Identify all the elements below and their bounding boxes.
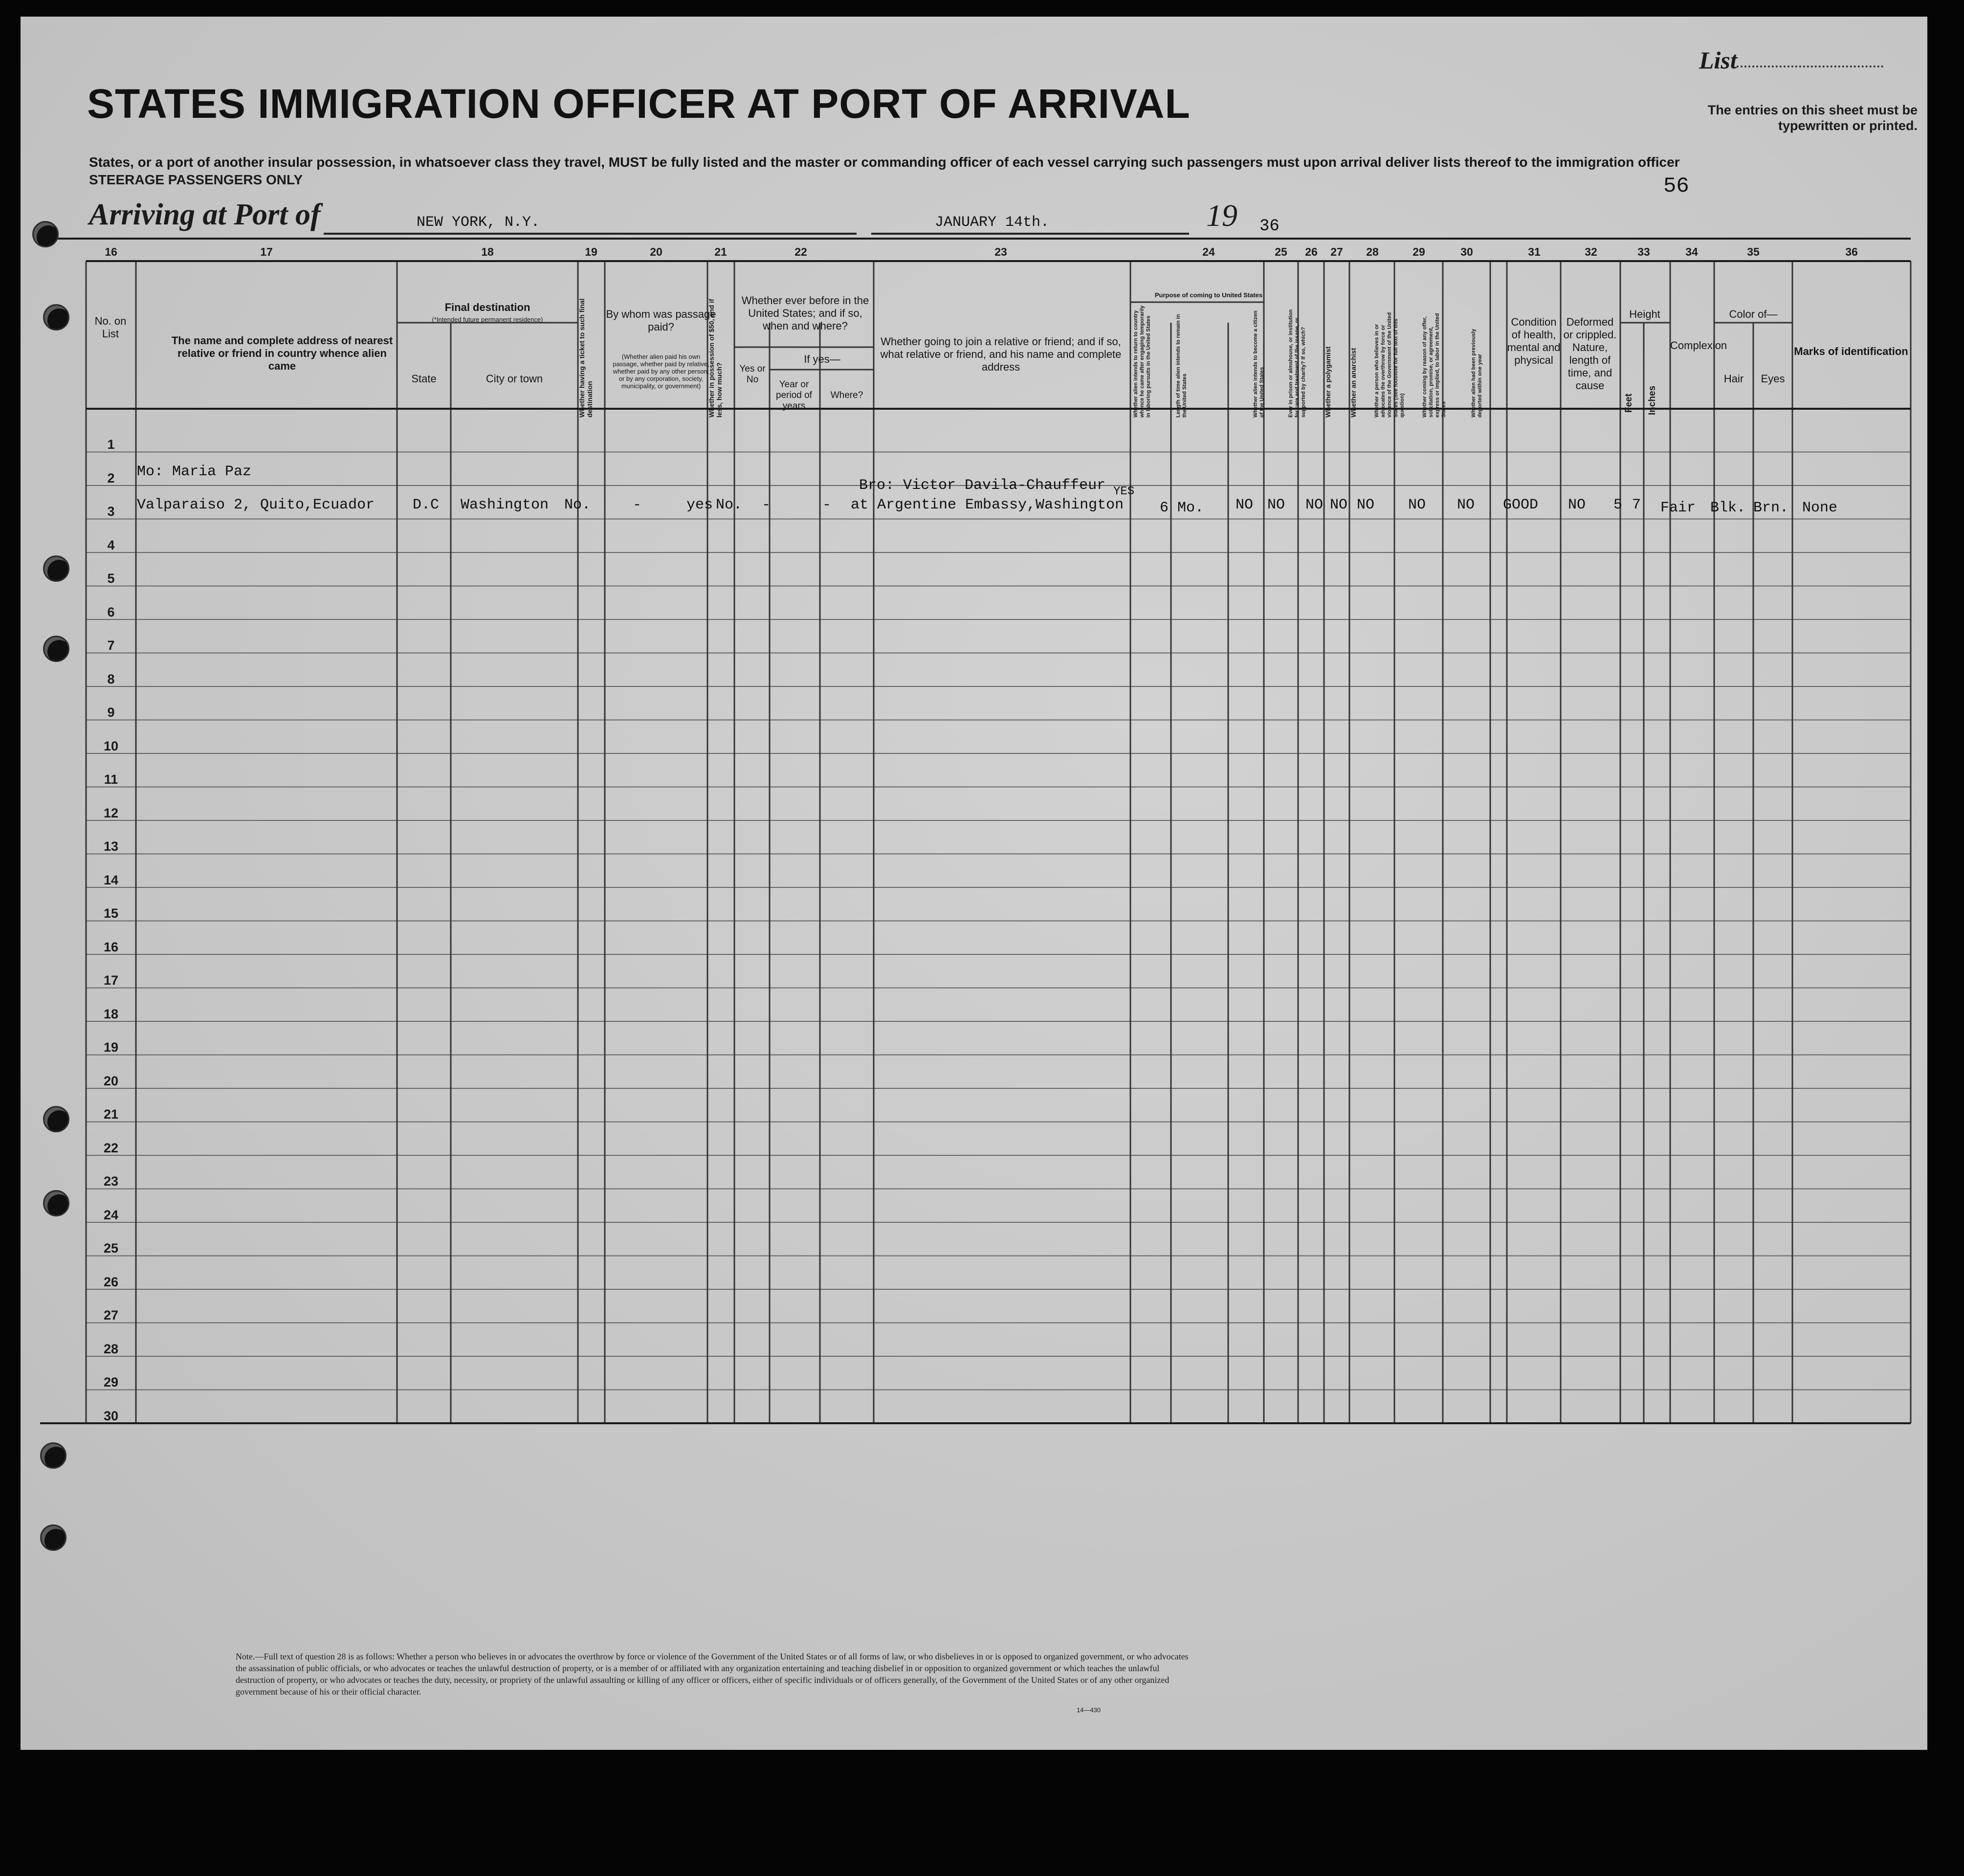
prison-value: NO	[1267, 497, 1285, 513]
column-number: 32	[1585, 245, 1597, 258]
header-yes-or-no: Yes or No	[739, 364, 766, 385]
column-number: 21	[714, 245, 727, 258]
row-number: 28	[103, 1341, 119, 1356]
column-number: 33	[1637, 245, 1650, 258]
header-final-destination: Final destination	[444, 301, 530, 313]
relative-name: Mo: Maria Paz	[137, 463, 252, 480]
row-number: 7	[107, 638, 115, 653]
complexion-value: Fair	[1660, 500, 1696, 516]
column-number: 17	[260, 245, 273, 258]
feet-value: 5	[1613, 497, 1623, 513]
row-number: 24	[103, 1207, 119, 1222]
header-overthrow: Whether a person who believes in or advocates the overthrow by force or violence of the Government of the United States (See footnote for full text of this question)	[1374, 312, 1405, 418]
header-no-on-list: No. on List	[94, 315, 127, 340]
header-health: Condition of health, mental and physical	[1507, 316, 1561, 366]
inches-value: 7	[1632, 497, 1641, 513]
column-number: 16	[105, 245, 117, 258]
row-number: 11	[104, 772, 118, 787]
header-final-destination-sub: (*Intended future permanent residence)	[432, 316, 543, 323]
length-of-stay-value: 6 Mo.	[1160, 500, 1204, 516]
eyes-value: Brn.	[1753, 500, 1789, 516]
sheet-number: 56	[1663, 174, 1689, 199]
header-passage-paid: By whom was passage paid?	[606, 308, 716, 333]
column-number: 28	[1366, 245, 1379, 258]
header-fifty-dollars: Whether in possession of $50, and if less, how much?	[707, 299, 723, 418]
column-number: 31	[1528, 245, 1541, 258]
year-suffix: 36	[1259, 217, 1280, 236]
row-number: 13	[103, 839, 119, 854]
header-if-yes: If yes—	[804, 353, 840, 365]
row-number: 1	[107, 437, 115, 452]
column-number: 30	[1460, 245, 1473, 258]
row-number: 10	[103, 738, 119, 753]
header-offer-labor: Whether coming by reason of any offer, solicitation, promise, or agreement, express or implied, to labor in the United States	[1422, 313, 1447, 418]
row-number: 30	[103, 1408, 119, 1423]
binder-hole	[43, 555, 69, 582]
header-marks: Marks of identification	[1794, 345, 1908, 357]
list-label: List	[1699, 46, 1737, 74]
row-number: 21	[103, 1107, 119, 1122]
header-color-of: Color of—	[1729, 308, 1778, 320]
destination-state: D.C	[413, 497, 440, 513]
table-grid	[21, 17, 1927, 1750]
row-number: 17	[103, 973, 119, 988]
arriving-label: Arriving at Port of	[89, 198, 321, 231]
column-number: 23	[994, 245, 1007, 258]
header-city: City or town	[485, 373, 543, 385]
row-number: 20	[103, 1073, 119, 1088]
header-before-in-us: Whether ever before in the United States; and if so, when and where?	[741, 294, 869, 332]
header-eyes: Eyes	[1761, 373, 1785, 385]
header-return-intent: Whether alien intends to return to country whence he came after engaging temporarily in laboring pursuits in the United States	[1133, 305, 1151, 418]
deported-value: NO	[1457, 497, 1475, 513]
row-number: 22	[103, 1140, 119, 1155]
header-complexion: Complexion	[1670, 339, 1727, 352]
row-number: 26	[103, 1274, 119, 1289]
row-number: 3	[107, 504, 115, 519]
row-number: 29	[103, 1375, 119, 1390]
header-join-relative: Whether going to join a relative or friend; and if so, what relative or friend, and his name and complete address	[880, 335, 1122, 373]
overthrow-value: NO	[1357, 497, 1375, 513]
year-value: -	[762, 497, 771, 513]
ticket-value: No.	[564, 497, 591, 513]
date-value: JANUARY 14th.	[935, 214, 1050, 231]
row-number: 15	[103, 906, 119, 921]
manifest-sheet	[21, 17, 1927, 1750]
header-anarchist: Whether an anarchist	[1349, 348, 1357, 418]
fifty-dollars-value: yes	[686, 497, 713, 513]
binder-hole	[43, 304, 69, 331]
binder-hole	[43, 1190, 69, 1216]
header-feet: Feet	[1624, 393, 1634, 413]
header-deformed: Deformed or crippled. Nature, length of time, and cause	[1563, 316, 1617, 392]
column-number: 26	[1305, 245, 1318, 258]
header-height: Height	[1629, 308, 1660, 320]
year-prefix: 19	[1206, 198, 1237, 233]
column-number: 29	[1412, 245, 1425, 258]
row-number: 8	[107, 671, 115, 686]
row-number: 2	[107, 470, 115, 486]
row-number: 27	[103, 1308, 119, 1323]
hair-value: Blk.	[1710, 500, 1746, 516]
binder-hole	[40, 1524, 66, 1551]
row-number: 4	[107, 537, 115, 552]
binder-hole	[43, 636, 69, 662]
header-polygamist: Whether a polygamist	[1324, 346, 1332, 418]
header-state: State	[411, 373, 437, 385]
entries-note: The entries on this sheet must be typewritten or printed.	[1707, 103, 1918, 133]
form-number: 14—430	[1077, 1706, 1101, 1714]
row-number: 12	[103, 805, 119, 820]
column-number: 34	[1685, 245, 1698, 258]
header-hair: Hair	[1723, 373, 1744, 385]
footnote: Note.—Full text of question 28 is as follows: Whether a person who believes in or advocates the overthrow by force or violence of the Government of the United States or of all forms of law, or who disbelieves in or is opposed to organized government, or who advocates the assassination of public officials, or who advocates or teaches the unlawful destruction of property, or is a member of or affiliated with any organization entertaining and teaching disbelief in or opposition to organized government or which teaches the unlawful destruction of property, or who advocates or teaches the duty, necessity, or propriety of the unlawful assaulting or killing of any officer or officers, either of specific individuals or of officers generally, of the Government of the United States or of any other organized government because of his or their official character.	[236, 1652, 1189, 1697]
anarchist-value: NO	[1330, 497, 1348, 513]
header-where: Where?	[830, 390, 863, 400]
return-intent-value: YES	[1113, 485, 1135, 498]
offer-labor-value: NO	[1408, 497, 1426, 513]
join-relative-name: Bro: Victor Davila-Chauffeur	[859, 477, 1106, 494]
row-number: 25	[103, 1241, 119, 1256]
row-number: 19	[103, 1040, 119, 1055]
form-notice: States, or a port of another insular possession, in whatsoever class they travel, MUST be fully listed and the master or commanding officer of each vessel carrying such passengers must upon arrival deliver lists thereof to the immigration officer	[89, 154, 1680, 170]
column-number: 20	[650, 245, 662, 258]
row-number: 23	[103, 1174, 119, 1189]
form-title: STATES IMMIGRATION OFFICER AT PORT OF ARRIVAL	[87, 81, 1191, 127]
destination-city: Washington	[461, 497, 549, 513]
header-relative-address: The name and complete address of nearest relative or friend in country whence alien came	[171, 334, 393, 372]
row-number: 14	[103, 872, 119, 887]
column-number: 18	[481, 245, 494, 258]
column-number: 24	[1202, 245, 1215, 258]
column-number: 36	[1845, 245, 1858, 258]
deformed-value: NO	[1568, 497, 1586, 513]
header-length-of-stay: Length of time alien intends to remain in the United States	[1175, 314, 1188, 418]
column-number: 25	[1275, 245, 1287, 258]
before-in-us-value: No.	[716, 497, 743, 513]
marks-value: None	[1802, 500, 1838, 516]
header-purpose: Purpose of coming to United States	[1154, 291, 1263, 299]
column-number: 35	[1747, 245, 1760, 258]
row-number: 18	[103, 1006, 119, 1021]
column-number: 19	[585, 245, 597, 258]
header-prison: Ever in prison or almshouse, or institution for care and treatment of the insane, or supported by charity? If so, which?	[1288, 309, 1306, 418]
column-number: 27	[1330, 245, 1343, 258]
header-inches: Inches	[1647, 385, 1657, 415]
where-value: -	[822, 497, 832, 513]
row-number: 9	[107, 705, 115, 720]
header-year: Year or period of years	[776, 379, 812, 411]
row-number: 5	[107, 571, 115, 586]
health-value: GOOD	[1503, 497, 1539, 513]
polygamist-value: NO	[1305, 497, 1324, 513]
header-passage-paid-sub: (Whether alien paid his own passage, whether paid by relative, whether paid by any other person, or by any corporation, society, municipality, or government)	[613, 353, 709, 390]
passage-value: -	[633, 497, 642, 513]
port-value: NEW YORK, N.Y.	[417, 214, 540, 231]
header-citizen: Whether alien intends to become a citizen of the United States	[1253, 310, 1265, 418]
binder-hole	[43, 1106, 69, 1132]
steerage-label: STEERAGE PASSENGERS ONLY	[89, 172, 303, 187]
header-ticket: Whether having a ticket to such final destination	[578, 298, 594, 418]
column-number: 22	[794, 245, 807, 258]
relative-address: Valparaiso 2, Quito,Ecuador	[137, 497, 375, 513]
row-number: 16	[103, 939, 119, 954]
header-deported: Whether alien had been previously deported within one year	[1471, 329, 1483, 418]
row-number: 6	[107, 604, 115, 619]
binder-hole	[40, 1442, 66, 1469]
binder-hole	[32, 221, 59, 247]
join-relative-address: at Argentine Embassy,Washington	[851, 497, 1124, 513]
citizen-value: NO	[1236, 497, 1254, 513]
